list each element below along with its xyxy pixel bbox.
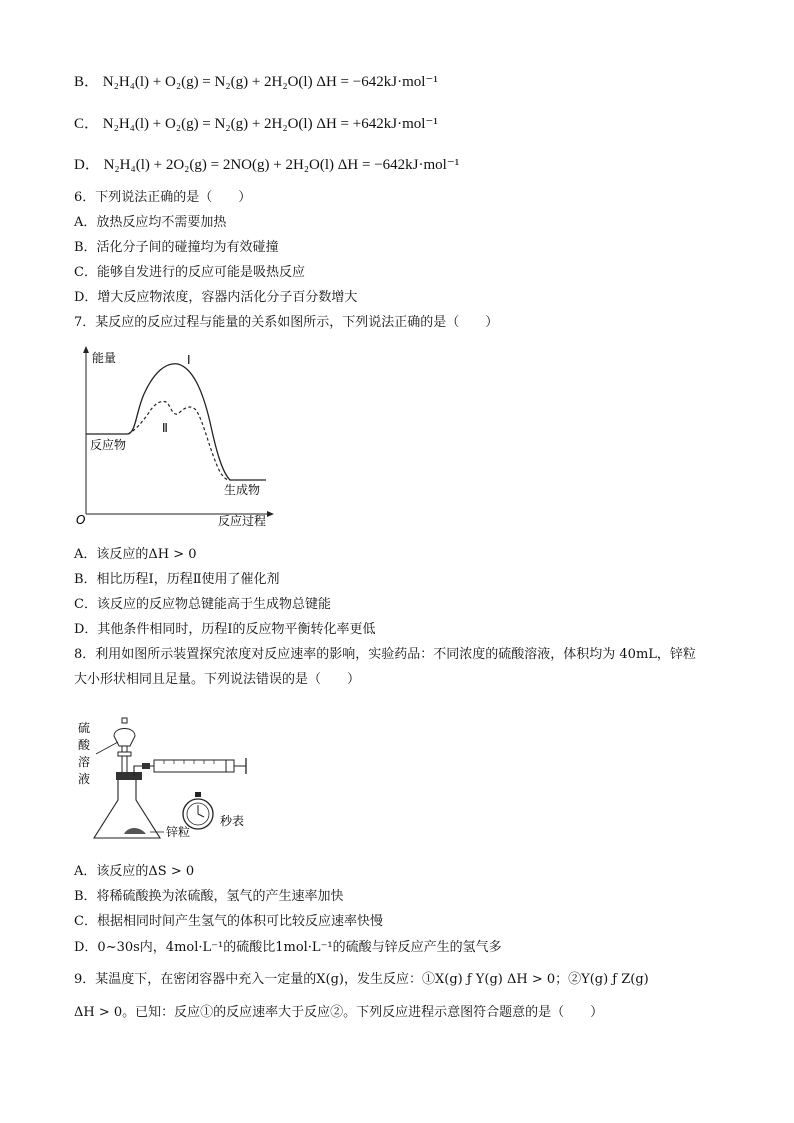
q8-option-c: C．根据相同时间产生氢气的体积可比较反应速率快慢 [74, 914, 383, 929]
q6-stem: 6．下列说法正确的是（ ） [74, 190, 252, 205]
stopper [116, 772, 142, 780]
q8-option-d: D．0~30s内，4mol·L⁻¹的硫酸比1mol·L⁻¹的硫酸与锌反应产生的氢气多 [74, 940, 502, 955]
q5-option-d [74, 157, 459, 173]
q6-option-b: B．活化分子间的碰撞均为有效碰撞 [74, 240, 279, 255]
curve-ii-label: Ⅱ [162, 421, 168, 435]
acid-label-1: 硫 [78, 721, 91, 735]
acid-label-4: 液 [78, 772, 91, 786]
q8-option-a: A．该反应的ΔS > 0 [74, 864, 195, 879]
curve-i-label: Ⅰ [187, 353, 191, 367]
energy-axis-label: 能量 [92, 351, 117, 365]
curve-i [86, 364, 266, 480]
product-label: 生成物 [224, 483, 261, 497]
q7-option-d: D．其他条件相同时，历程Ⅰ的反应物平衡转化率更低 [74, 622, 376, 637]
acid-pointer [96, 742, 118, 754]
q6-option-d: D．增大反应物浓度，容器内活化分子百分数增大 [74, 290, 358, 305]
q5-option-d-formula: N₂H₄(l) + 2O₂(g) = 2NO(g) + 2H₂O(l) ΔH = −642kJ·mol⁻¹ [103, 157, 460, 173]
q5-option-c-formula: N₂H₄(l) + O₂(g) = N₂(g) + 2H₂O(l) ΔH = +642kJ·mol⁻¹ [102, 116, 438, 132]
energy-profile-figure [70, 342, 290, 534]
reactant-label: 反应物 [90, 438, 127, 452]
apparatus-figure [74, 714, 264, 850]
zinc-label: 锌粒 [166, 825, 191, 839]
q5-option-c [74, 116, 438, 132]
q9-line2: ΔH > 0。已知：反应①的反应速率大于反应②。下列反应进程示意图符合题意的是（ ） [74, 1005, 604, 1020]
q7-option-a: A．该反应的ΔH > 0 [74, 547, 197, 562]
energy-axis-arrow [83, 346, 89, 353]
acid-label-2: 酸 [78, 738, 91, 752]
q5-option-b-formula: N₂H₄(l) + O₂(g) = N₂(g) + 2H₂O(l) ΔH = −642kJ·mol⁻¹ [102, 74, 438, 90]
q8-option-b: B．将稀硫酸换为浓硫酸，氢气的产生速率加快 [74, 889, 344, 904]
stopwatch [183, 792, 213, 829]
q6-option-a: A．放热反应均不需要加热 [74, 215, 227, 230]
q5-option-d-label: D． [74, 157, 100, 173]
q7-option-c: C．该反应的反应物总键能高于生成物总键能 [74, 597, 331, 612]
conical-flask [94, 772, 160, 838]
process-axis-arrow [267, 511, 274, 517]
q5-option-b [74, 74, 438, 90]
q7-option-b: B．相比历程Ⅰ，历程Ⅱ使用了催化剂 [74, 572, 280, 587]
q8-stem-line1: 8．利用如图所示装置探究浓度对反应速率的影响，实验药品：不同浓度的硫酸溶液，体积均为 40mL，锌粒 [74, 647, 696, 662]
q6-option-c: C．能够自发进行的反应可能是吸热反应 [74, 265, 305, 280]
q5-option-b-label: B． [74, 74, 100, 90]
origin-label: O [76, 513, 86, 527]
acid-label-3: 溶 [78, 755, 91, 769]
syringe [150, 758, 246, 774]
q5-option-c-label: C． [74, 116, 100, 132]
q8-stem-line2: 大小形状相同且足量。下列说法错误的是（ ） [74, 672, 361, 687]
process-axis-label: 反应过程 [218, 514, 267, 528]
q7-stem: 7．某反应的反应过程与能量的关系如图所示，下列说法正确的是（ ） [74, 315, 499, 330]
tube-connector [142, 763, 150, 769]
stopwatch-label: 秒表 [220, 814, 245, 828]
q9-line1: 9．某温度下，在密闭容器中充入一定量的X(g)，发生反应：①X(g) ƒ Y(g) ΔH > 0；②Y(g) ƒ Z(g) [74, 972, 649, 987]
